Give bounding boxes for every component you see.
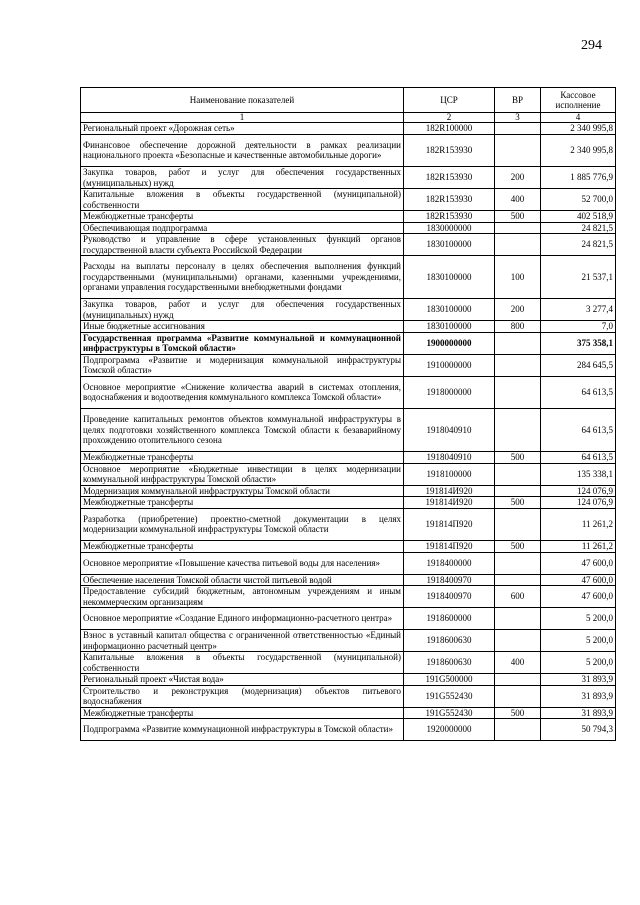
row-csr: 1830100000 (404, 321, 495, 333)
row-csr: 1918100000 (404, 463, 495, 485)
row-vr (495, 123, 541, 135)
row-name: Государственная программа «Развитие коммунальной и коммунационной инфраструктуры в Томской области» (81, 332, 404, 354)
row-csr: 1918000000 (404, 376, 495, 409)
table-row (81, 630, 616, 652)
col-index-4: 4 (541, 113, 616, 123)
row-csr: 191814И920 (404, 497, 495, 509)
table-row (81, 541, 616, 553)
row-name: Межбюджетные трансферты (81, 707, 404, 719)
col-index-1: 1 (81, 113, 404, 123)
table-row (81, 463, 616, 485)
row-amount: 1 885 776,9 (541, 167, 616, 189)
row-name: Руководство и управление в сфере установленных функций органов государственной власти субъекта Российской Федерации (81, 234, 404, 256)
row-amount: 24 821,5 (541, 234, 616, 256)
row-name: Межбюджетные трансферты (81, 541, 404, 553)
row-amount: 47 600,0 (541, 574, 616, 586)
table-row (81, 376, 616, 409)
table-row (81, 321, 616, 333)
row-csr: 1900000000 (404, 332, 495, 354)
row-name: Подпрограмма «Развитие коммунационной инфраструктуры в Томской области» (81, 719, 404, 741)
row-vr (495, 134, 541, 167)
row-amount: 64 613,5 (541, 376, 616, 409)
row-vr (495, 608, 541, 630)
header-csr: ЦСР (404, 88, 495, 113)
row-name: Капитальные вложения в объекты государственной (муниципальной) собственности (81, 189, 404, 211)
row-csr: 191G552430 (404, 707, 495, 719)
row-vr (495, 354, 541, 376)
row-name: Капитальные вложения в объекты государственной (муниципальной) собственности (81, 652, 404, 674)
table-row (81, 134, 616, 167)
table-row (81, 608, 616, 630)
row-name: Строительство и реконструкция (модернизация) объектов питьевого водоснабжения (81, 685, 404, 707)
table-row (81, 167, 616, 189)
row-amount: 11 261,2 (541, 541, 616, 553)
header-kassa: Кассовое исполнение (541, 88, 616, 113)
row-amount: 64 613,5 (541, 409, 616, 452)
row-amount: 124 076,9 (541, 497, 616, 509)
row-amount: 402 518,9 (541, 211, 616, 223)
row-amount: 5 200,0 (541, 608, 616, 630)
col-index-2: 2 (404, 113, 495, 123)
row-csr: 191814П920 (404, 541, 495, 553)
row-amount: 284 645,5 (541, 354, 616, 376)
row-name: Обеспечение населения Томской области чистой питьевой водой (81, 574, 404, 586)
row-csr: 1918600630 (404, 630, 495, 652)
budget-table (80, 87, 616, 741)
row-vr: 500 (495, 541, 541, 553)
row-name: Межбюджетные трансферты (81, 452, 404, 464)
table-row (81, 452, 616, 464)
row-vr: 200 (495, 167, 541, 189)
row-amount: 47 600,0 (541, 552, 616, 574)
row-vr (495, 222, 541, 234)
table-row (81, 354, 616, 376)
row-vr: 500 (495, 211, 541, 223)
table-row (81, 508, 616, 541)
row-name: Иные бюджетные ассигнования (81, 321, 404, 333)
row-vr: 200 (495, 299, 541, 321)
row-csr: 1918040910 (404, 452, 495, 464)
col-index-3: 3 (495, 113, 541, 123)
row-name: Модернизация коммунальной инфраструктуры Томской области (81, 485, 404, 497)
row-name: Основное мероприятие «Снижение количества аварий в системах отопления, водоснабжения и водоотведения коммунального комплекса Томской области» (81, 376, 404, 409)
row-csr: 182R100000 (404, 123, 495, 135)
row-amount: 3 277,4 (541, 299, 616, 321)
table-row (81, 256, 616, 299)
row-vr: 400 (495, 189, 541, 211)
row-amount: 11 261,2 (541, 508, 616, 541)
header-name: Наименование показателей (81, 88, 404, 113)
row-csr: 182R153930 (404, 167, 495, 189)
table-row (81, 719, 616, 741)
row-name: Подпрограмма «Развитие и модернизация коммунальной инфраструктуры Томской области» (81, 354, 404, 376)
row-amount: 31 893,9 (541, 707, 616, 719)
row-name: Закупка товаров, работ и услуг для обеспечения государственных (муниципальных) нужд (81, 299, 404, 321)
row-amount: 2 340 995,8 (541, 134, 616, 167)
row-csr: 1910000000 (404, 354, 495, 376)
row-amount: 24 821,5 (541, 222, 616, 234)
row-vr (495, 719, 541, 741)
row-amount: 7,0 (541, 321, 616, 333)
row-vr: 800 (495, 321, 541, 333)
row-csr: 182R153930 (404, 211, 495, 223)
row-amount: 2 340 995,8 (541, 123, 616, 135)
header-vr: ВР (495, 88, 541, 113)
row-csr: 1830100000 (404, 256, 495, 299)
row-vr (495, 674, 541, 686)
row-name: Закупка товаров, работ и услуг для обеспечения государственных (муниципальных) нужд (81, 167, 404, 189)
row-vr (495, 376, 541, 409)
table-row (81, 586, 616, 608)
row-csr: 191814И920 (404, 485, 495, 497)
row-csr: 1918400970 (404, 586, 495, 608)
row-amount: 52 700,0 (541, 189, 616, 211)
row-csr: 1830100000 (404, 234, 495, 256)
row-name: Межбюджетные трансферты (81, 497, 404, 509)
row-csr: 1918400000 (404, 552, 495, 574)
row-vr (495, 574, 541, 586)
row-name: Региональный проект «Чистая вода» (81, 674, 404, 686)
row-csr: 182R153930 (404, 134, 495, 167)
row-name: Основное мероприятие «Повышение качества питьевой воды для населения» (81, 552, 404, 574)
table-header-row (81, 88, 616, 113)
row-vr (495, 685, 541, 707)
row-vr (495, 332, 541, 354)
row-csr: 191G500000 (404, 674, 495, 686)
row-vr: 500 (495, 497, 541, 509)
row-vr: 500 (495, 707, 541, 719)
row-vr: 400 (495, 652, 541, 674)
table-row (81, 222, 616, 234)
row-amount: 5 200,0 (541, 630, 616, 652)
row-csr: 191G552430 (404, 685, 495, 707)
row-csr: 1918600630 (404, 652, 495, 674)
row-amount: 64 613,5 (541, 452, 616, 464)
row-name: Обеспечивающая подпрограмма (81, 222, 404, 234)
table-row (81, 497, 616, 509)
row-vr: 600 (495, 586, 541, 608)
row-vr (495, 508, 541, 541)
row-amount: 5 200,0 (541, 652, 616, 674)
table-row (81, 409, 616, 452)
row-vr (495, 485, 541, 497)
row-name: Основное мероприятие «Создание Единого информационно-расчетного центра» (81, 608, 404, 630)
row-amount: 135 338,1 (541, 463, 616, 485)
row-name: Взнос в уставный капитал общества с ограниченной ответственностью «Единый информационно расчетный центр» (81, 630, 404, 652)
table-row (81, 211, 616, 223)
row-vr (495, 409, 541, 452)
table-row (81, 299, 616, 321)
row-amount: 31 893,9 (541, 685, 616, 707)
table-row (81, 234, 616, 256)
row-vr: 100 (495, 256, 541, 299)
table-row (81, 652, 616, 674)
row-csr: 191814П920 (404, 508, 495, 541)
row-vr (495, 630, 541, 652)
row-csr: 1830000000 (404, 222, 495, 234)
row-name: Межбюджетные трансферты (81, 211, 404, 223)
row-name: Расходы на выплаты персоналу в целях обеспечения выполнения функций государственными (муниципальными) органами, казенными учреждениями, органами управления государственными внебюджетными фондами (81, 256, 404, 299)
row-vr (495, 552, 541, 574)
row-name: Предоставление субсидий бюджетным, автономным учреждениям и иным некоммерческим организациям (81, 586, 404, 608)
row-vr (495, 463, 541, 485)
table-row (81, 674, 616, 686)
row-name: Проведение капитальных ремонтов объектов коммунальной инфраструктуры в целях подготовки хозяйственного комплекса Томской области к безаварийному прохождению отопительного сезона (81, 409, 404, 452)
row-vr (495, 234, 541, 256)
row-amount: 124 076,9 (541, 485, 616, 497)
table-row (81, 552, 616, 574)
row-name: Региональный проект «Дорожная сеть» (81, 123, 404, 135)
row-csr: 1918040910 (404, 409, 495, 452)
table-row (81, 189, 616, 211)
row-amount: 50 794,3 (541, 719, 616, 741)
row-csr: 1918600000 (404, 608, 495, 630)
row-vr: 500 (495, 452, 541, 464)
row-amount: 31 893,9 (541, 674, 616, 686)
table-row (81, 574, 616, 586)
row-amount: 47 600,0 (541, 586, 616, 608)
table-body (81, 88, 616, 741)
table-row (81, 685, 616, 707)
column-index-row (81, 113, 616, 123)
page-number: 294 (581, 38, 602, 53)
table-row (81, 332, 616, 354)
table-row (81, 485, 616, 497)
table-row (81, 707, 616, 719)
row-amount: 21 537,1 (541, 256, 616, 299)
table-row (81, 123, 616, 135)
row-csr: 1830100000 (404, 299, 495, 321)
row-name: Основное мероприятие «Бюджетные инвестиции в целях модернизации коммунальной инфраструктуры Томской области» (81, 463, 404, 485)
row-name: Разработка (приобретение) проектно-сметной документации в целях модернизации коммунальной инфраструктуры Томской области (81, 508, 404, 541)
row-csr: 1920000000 (404, 719, 495, 741)
row-csr: 182R153930 (404, 189, 495, 211)
row-amount: 375 358,1 (541, 332, 616, 354)
row-name: Финансовое обеспечение дорожной деятельности в рамках реализации национального проекта «Безопасные и качественные автомобильные дороги» (81, 134, 404, 167)
row-csr: 1918400970 (404, 574, 495, 586)
